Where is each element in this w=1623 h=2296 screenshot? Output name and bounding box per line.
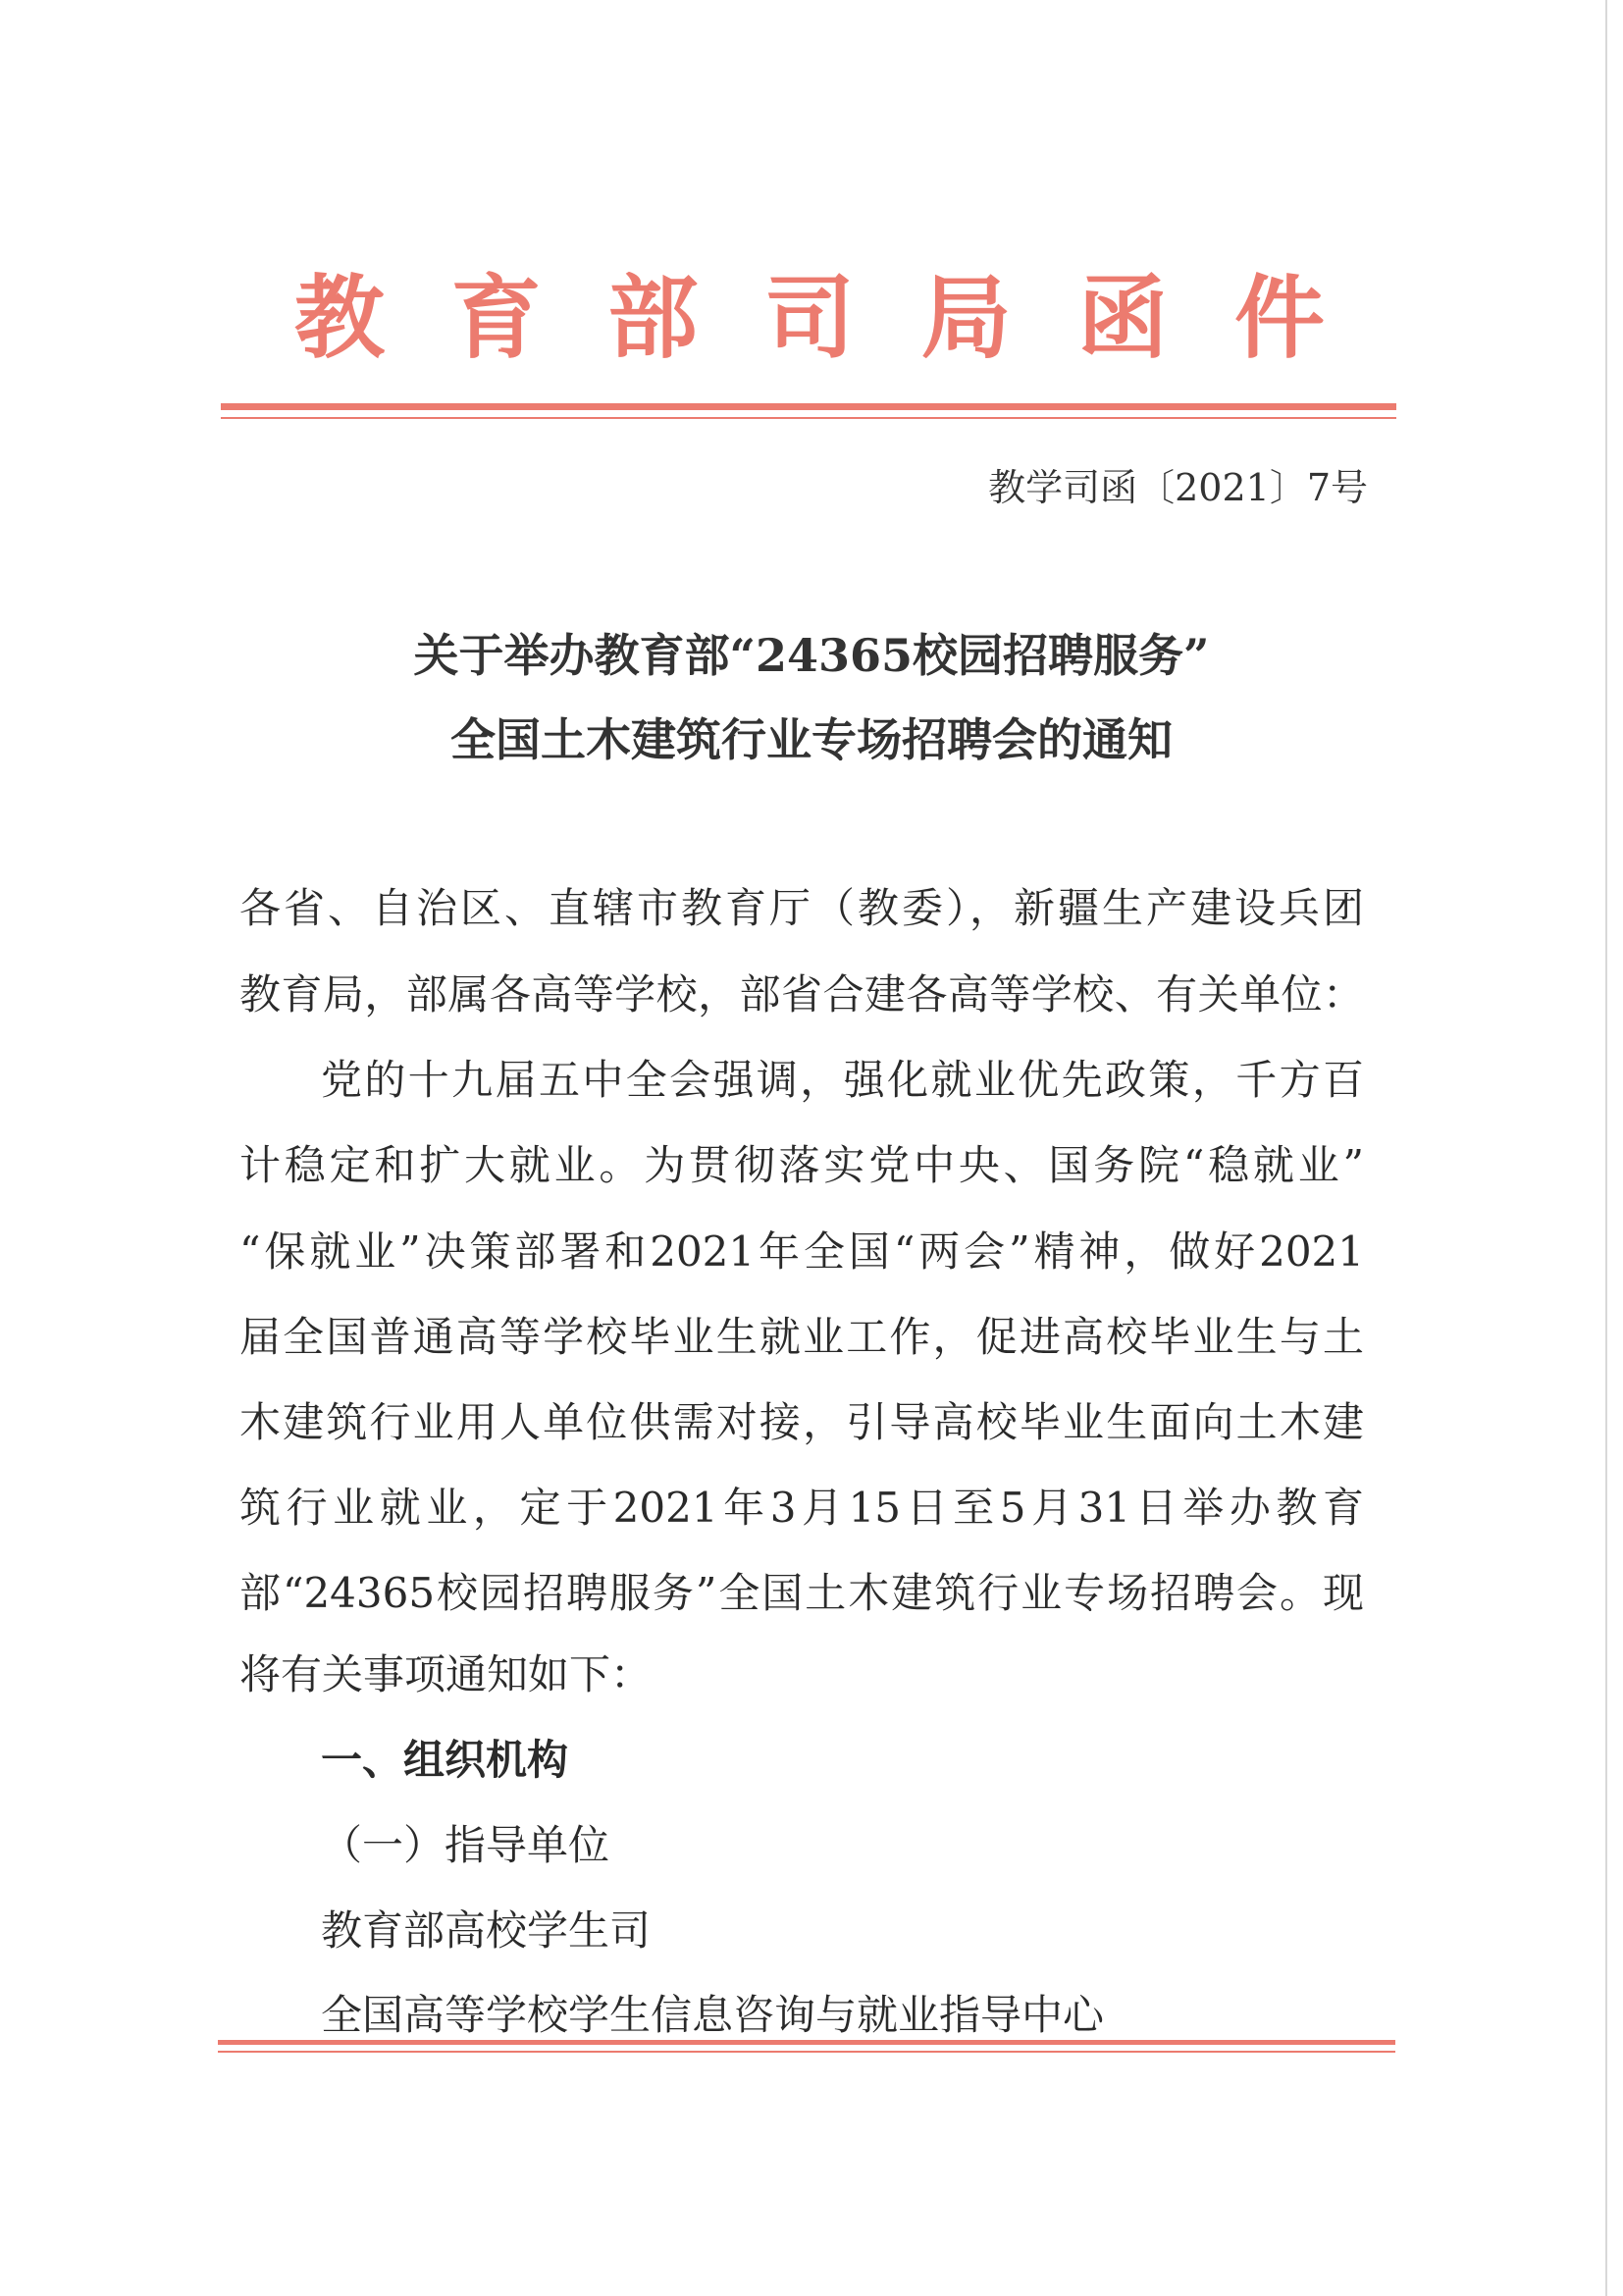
notice-title-line-2: 全国土木建筑行业专场招聘会的通知 (450, 713, 1173, 766)
letterhead-thick-rule (221, 403, 1396, 410)
body-line: 教育部高校学生司 (321, 1906, 652, 1955)
notice-title-line-1: 关于举办教育部“24365校园招聘服务” (413, 629, 1210, 682)
letterhead-thin-rule (221, 417, 1396, 419)
letterhead-char: 育 (450, 265, 542, 371)
body-line: 将有关事项通知如下： (239, 1650, 653, 1698)
body-line: 木建筑行业用人单位供需对接，引导高校毕业生面向土木建 (239, 1398, 1364, 1446)
body-line: 计稳定和扩大就业。为贯彻落实党中央、国务院“稳就业” (239, 1141, 1364, 1189)
letterhead-char: 局 (920, 265, 1012, 371)
letterhead-char: 教 (294, 265, 386, 371)
letterhead-char: 司 (763, 265, 855, 371)
scan-edge-line (1605, 0, 1607, 2296)
body-line: 党的十九届五中全会强调，强化就业优先政策，千方百 (321, 1056, 1364, 1104)
body-line: 各省、自治区、直辖市教育厅（教委），新疆生产建设兵团 (239, 884, 1364, 932)
letterhead-char: 部 (607, 265, 699, 371)
letterhead-char: 函 (1077, 265, 1169, 371)
footer-thin-rule (218, 2051, 1395, 2053)
subsection-heading: （一）指导单位 (321, 1821, 610, 1869)
body-line: 全国高等学校学生信息咨询与就业指导中心 (321, 1991, 1105, 2039)
body-line: “保就业”决策部署和2021年全国“两会”精神，做好2021 (239, 1227, 1364, 1276)
letterhead-title (294, 257, 1325, 371)
body-line: 筑行业就业，定于2021年3月15日至5月31日举办教育 (239, 1484, 1364, 1532)
body-line: 届全国普通高等学校毕业生就业工作，促进高校毕业生与土 (239, 1313, 1364, 1361)
section-heading: 一、组织机构 (321, 1736, 569, 1784)
body-line: 部“24365校园招聘服务”全国土木建筑行业专场招聘会。现 (239, 1569, 1364, 1617)
letterhead-char: 件 (1233, 265, 1325, 371)
body-line: 教育局，部属各高等学校，部省合建各高等学校、有关单位： (239, 970, 1364, 1018)
footer-thick-rule (218, 2040, 1395, 2045)
document-number: 教学司函〔2021〕7号 (988, 466, 1368, 509)
